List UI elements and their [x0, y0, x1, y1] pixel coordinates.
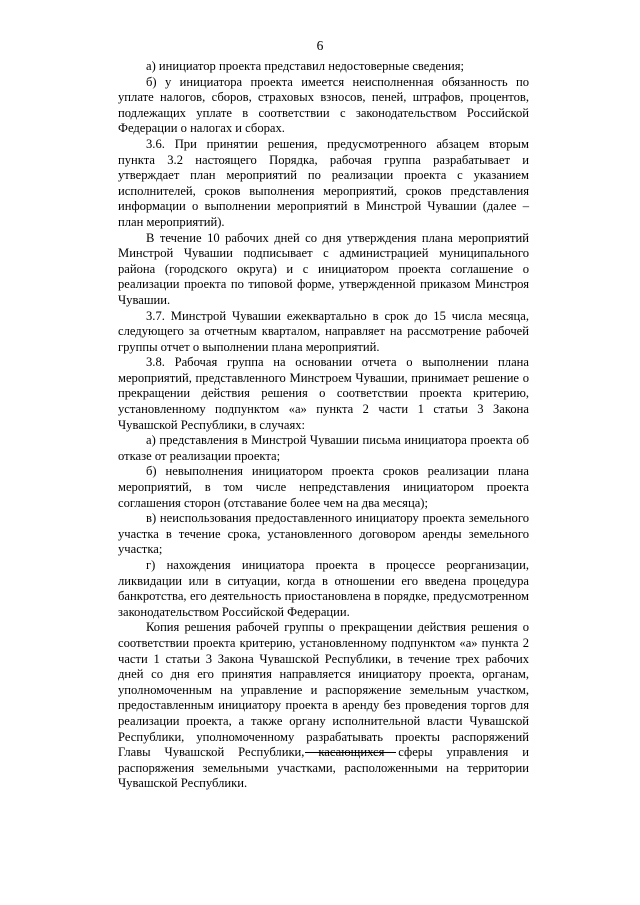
paragraph-case-v: в) неиспользования предоставленного инициатору проекта земельного участка в течение срока, установленного договором аренды земельного участка;: [118, 511, 529, 557]
paragraph-case-b: б) невыполнения инициатором проекта сроков реализации плана мероприятий, в том числе непредставления инициатором проекта соглашения сторон (отставание более чем на два месяца);: [118, 464, 529, 510]
paragraph-3-8: 3.8. Рабочая группа на основании отчета о выполнении плана мероприятий, представленного Минстроем Чувашии, принимает решение о прекращении действия решения о соответствии проекта критерию, установленному подпунктом «а» пункта 2 части 1 статьи 3 Закона Чувашской Республики, в случаях:: [118, 355, 529, 432]
page-number: 6: [316, 38, 324, 53]
paragraph-case-a: а) представления в Минстрой Чувашии письма инициатора проекта об отказе от реализации проекта;: [118, 433, 529, 463]
paragraph-item-b-unpaid-taxes: б) у инициатора проекта имеется неисполненная обязанность по уплате налогов, сборов, страховых взносов, пеней, штрафов, процентов, подлежащих уплате в соответствии с законодательством Российской Федерации о налогах и сборах.: [118, 74, 529, 136]
paragraph-3-7: 3.7. Минстрой Чувашии ежеквартально в срок до 15 числа месяца, следующего за отчетным кварталом, направляет на рассмотрение рабочей группы отчет о выполнении плана мероприятий.: [118, 308, 529, 354]
paragraph-agreement: В течение 10 рабочих дней со дня утверждения плана мероприятий Минстрой Чувашии подписывает с администрацией муниципального района (городского округа) и с инициатором проекта соглашение о реализации проекта по типовой форме, утвержденной приказом Минстроя Чувашии.: [118, 230, 529, 307]
paragraph-item-a-false-info: а) инициатор проекта представил недостоверные сведения;: [146, 59, 464, 73]
document-body: [118, 59, 529, 792]
paragraph-3-6: 3.6. При принятии решения, предусмотренного абзацем вторым пункта 3.2 настоящего Порядка, рабочая группа разрабатывает и утверждает план мероприятий по реализации проекта с указанием исполнителей, сроков выполнения мероприятий, сроков представления информации о выполнении мероприятий в Минстрой Чувашии (далее – план мероприятий).: [118, 136, 529, 229]
paragraph-decision-copy: Копия решения рабочей группы о прекращении действия решения о соответствии проекта критерию, установленному подпунктом «а» пункта 2 части 1 статьи 3 Закона Чувашской Республики, в течение трех рабочих дней со дня его принятия направляется инициатору проекта, органам, уполномоченным на управление и распоряжение земельным участком, предоставленным инициатору проекта в аренду без проведения торгов для реализации проекта, а также органу исполнительной власти Чувашской Республики, уполномоченному разрабатывать проекты распоряжений Главы Чувашской Республики, касающихся сферы управления и распоряжения земельными участками, расположенными на территории Чувашской Республики.: [118, 620, 529, 791]
paragraph-case-g: г) нахождения инициатора проекта в процессе реорганизации, ликвидации или в ситуации, когда в отношении его введена процедура банкротства, его деятельность приостановлена в порядке, предусмотренном законодательством Российской Федерации.: [118, 558, 529, 619]
end-separator-line: [305, 752, 396, 753]
